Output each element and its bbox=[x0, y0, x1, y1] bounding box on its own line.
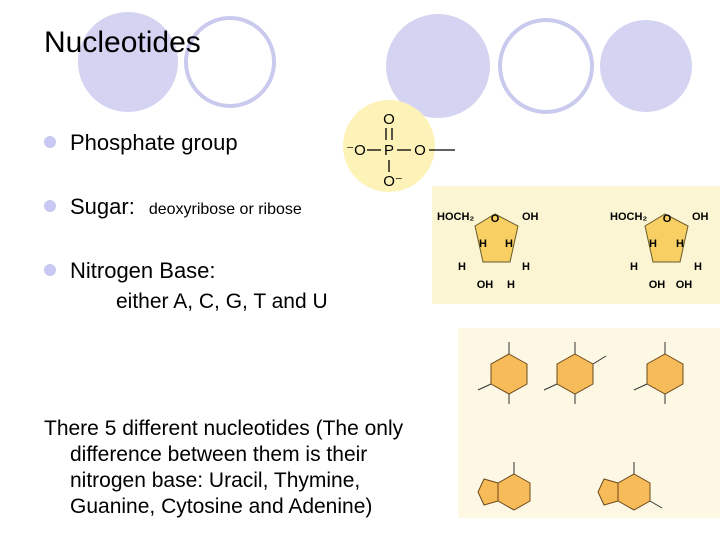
bullet-sugar bbox=[44, 194, 302, 220]
summary-paragraph bbox=[44, 416, 464, 520]
bullet-dot-icon bbox=[44, 136, 56, 148]
sugar-diagram bbox=[432, 186, 720, 304]
sugar-right-h2: H bbox=[676, 238, 684, 250]
sugar-right-bottom1: OH bbox=[648, 279, 666, 291]
summary-line-1: There 5 different nucleotides (The only bbox=[44, 417, 404, 440]
nitrogen-bases-diagram bbox=[458, 328, 720, 518]
bullet-dot-icon bbox=[44, 200, 56, 212]
sugar-left-h2: H bbox=[505, 238, 513, 250]
summary-line-4: Guanine, Cytosine and Adenine) bbox=[70, 495, 373, 518]
slide-title: Nucleotides bbox=[44, 26, 201, 59]
sugar-left-o: O bbox=[490, 213, 500, 225]
bullet-base-text: Nitrogen Base: bbox=[70, 258, 216, 283]
sugar-left-oh: OH bbox=[522, 211, 539, 223]
sugar-right-bottom2: OH bbox=[675, 279, 693, 291]
sugar-right-hoch2: HOCH₂ bbox=[610, 211, 648, 223]
sugar-right-h1: H bbox=[649, 238, 657, 250]
sugar-right-h3: H bbox=[630, 261, 638, 273]
bullet-phosphate bbox=[44, 130, 238, 156]
sugar-right-oh: OH bbox=[692, 211, 709, 223]
bullet-sugar-text: Sugar: bbox=[70, 194, 135, 219]
phosphate-o-left: ⁻O bbox=[346, 142, 366, 159]
sugar-left-h1: H bbox=[479, 238, 487, 250]
bullet-dot-icon bbox=[44, 264, 56, 276]
deco-circle-filled bbox=[600, 20, 692, 112]
sugar-left-h4: H bbox=[522, 261, 530, 273]
sugar-left-hoch2: HOCH₂ bbox=[437, 211, 475, 223]
deco-circle-ring bbox=[500, 20, 592, 112]
bullet-sugar-detail: deoxyribose or ribose bbox=[148, 201, 302, 218]
sugar-right-h4: H bbox=[694, 261, 702, 273]
summary-line-3: nitrogen base: Uracil, Thymine, bbox=[70, 469, 361, 492]
bullet-base bbox=[44, 258, 216, 284]
phosphate-o-top: O bbox=[383, 111, 395, 128]
bullet-phosphate-text: Phosphate group bbox=[70, 130, 238, 155]
sugar-left-bottom1: OH bbox=[476, 279, 494, 291]
sugar-left-bottom2: H bbox=[507, 279, 515, 291]
phosphate-o-bottom: O⁻ bbox=[383, 173, 403, 190]
summary-line-2: difference between them is their bbox=[70, 443, 368, 466]
sugar-right-o: O bbox=[662, 213, 672, 225]
phosphate-p: P bbox=[383, 142, 395, 159]
phosphate-o-right: O bbox=[414, 142, 426, 159]
sugar-left-h3: H bbox=[458, 261, 466, 273]
bullet-base-detail: either A, C, G, T and U bbox=[116, 290, 328, 313]
